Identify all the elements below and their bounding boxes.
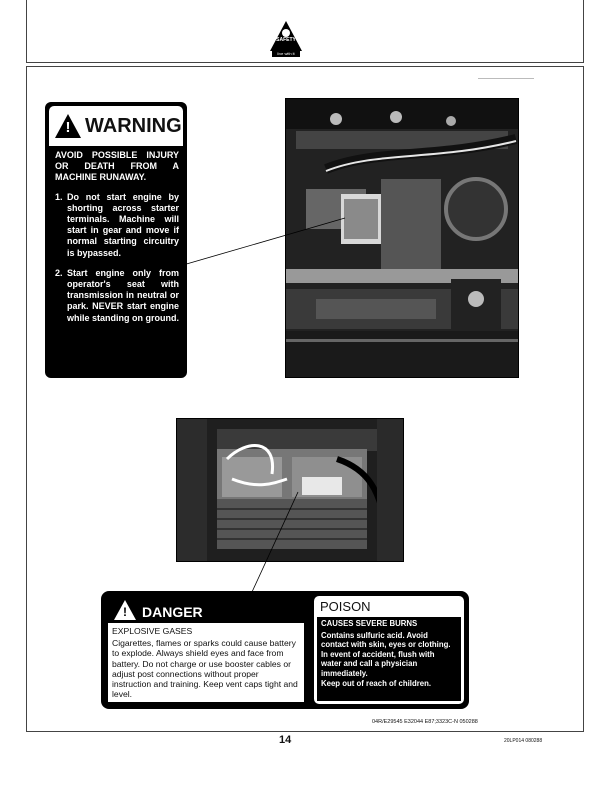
danger-subtitle: EXPLOSIVE GASES [112, 626, 193, 636]
top-frame [26, 0, 584, 63]
divider [478, 78, 534, 79]
poison-footer: Keep out of reach of children. [321, 678, 432, 688]
warning-item-text: Start engine only from operator's seat with transmission in neutral or park. NEVER start engine while standing on ground. [67, 267, 179, 323]
danger-body [108, 623, 304, 702]
battery-image [177, 419, 403, 561]
reference-code: 04R/E29545 E32044 E87;3323C-N 050288 [372, 719, 478, 725]
battery-photo [176, 418, 404, 562]
danger-text: Cigarettes, flames or sparks could cause battery to explode. Always shield eyes and face from battery. Do not charge or use booster cables or adjust post connections without proper instruction and training. Keep vent caps tight and level. [112, 638, 298, 700]
warning-body [55, 150, 179, 333]
starter-motor-photo [285, 98, 519, 378]
warning-item [55, 268, 179, 324]
danger-panel [106, 596, 306, 704]
warning-item [55, 192, 179, 259]
battery-safety-label [101, 591, 469, 709]
danger-title: DANGER [142, 604, 203, 620]
warning-item-text: Do not start engine by shorting across starter terminals. Machine will start in gear and move if normal starting circuitry is bypassed. [67, 191, 179, 258]
poison-body [317, 617, 461, 701]
poison-title: POISON [320, 599, 371, 614]
warning-label [45, 102, 187, 378]
warning-intro: AVOID POSSIBLE INJURY OR DEATH FROM A MACHINE RUNAWAY. [55, 150, 179, 183]
warning-item-number: 2. [55, 267, 63, 278]
warning-header [49, 106, 183, 146]
poison-panel [314, 596, 464, 704]
safety-logo-subtext: live with it [272, 51, 300, 57]
safety-logo [270, 21, 302, 61]
poison-text: Contains sulfuric acid. Avoid contact with skin, eyes or clothing. In event of accident, flush with water and call a physician immediately. [321, 630, 451, 678]
page-number: 14 [279, 734, 292, 746]
starter-motor-image [286, 99, 518, 377]
warning-title: WARNING [85, 115, 182, 137]
safety-figure-icon [282, 29, 290, 37]
exclamation-icon: ! [65, 119, 71, 136]
exclamation-icon: ! [123, 605, 127, 619]
poison-subtitle: CAUSES SEVERE BURNS [321, 619, 418, 628]
warning-item-number: 1. [55, 191, 63, 202]
document-code: 20LP014 080288 [504, 738, 543, 744]
safety-logo-text: SAFETY [276, 37, 296, 43]
